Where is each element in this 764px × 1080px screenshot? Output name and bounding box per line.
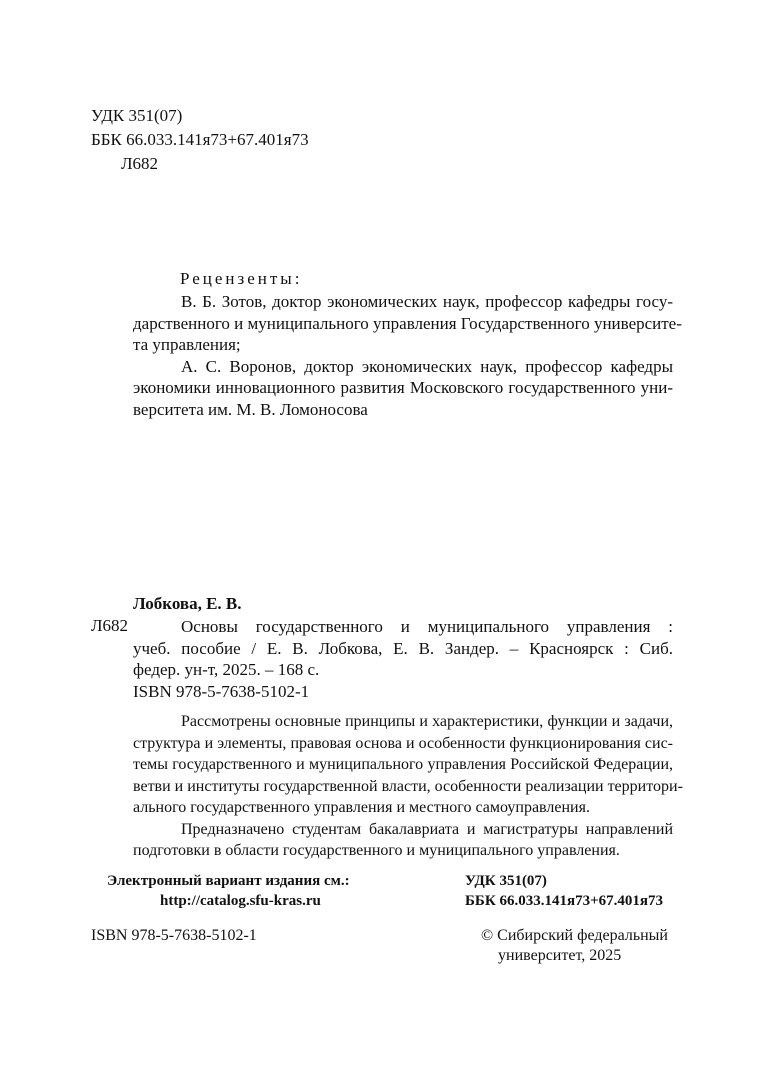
reviewer-line: дарственного и муниципального управления Государственного университе- — [133, 313, 682, 333]
bib-author: Лобкова, Е. В. — [133, 594, 242, 613]
reviewer-line: та управления; — [133, 335, 241, 354]
bib-author-mark: Л682 — [91, 616, 129, 635]
bib-line: учеб. пособие / Е. В. Лобкова, Е. В. Зандер. – Красноярск : Сиб. — [133, 638, 673, 658]
annotation-block — [133, 711, 683, 862]
footer-udk: УДК 351(07) — [465, 873, 547, 889]
reviewers-block — [133, 291, 682, 420]
electronic-version-url[interactable]: http://catalog.sfu-kras.ru — [160, 893, 321, 909]
reviewer-line: В. Б. Зотов, доктор экономических наук, профессор кафедры госу- — [181, 292, 673, 311]
annotation-line: ального государственного управления и местного самоуправления. — [133, 799, 590, 816]
author-mark: Л682 — [121, 154, 159, 173]
annotation-line: структура и элементы, правовая основа и особенности функционирования сис- — [133, 734, 673, 752]
bib-isbn: ISBN 978-5-7638-5102-1 — [133, 681, 310, 701]
reviewers-heading: Рецензенты: — [180, 269, 303, 288]
annotation-line: подготовки в области государственного и муниципального управления. — [133, 842, 620, 859]
annotation-line: Предназначено студентам бакалавриата и магистратуры направлений — [181, 820, 673, 838]
bib-description — [133, 616, 673, 702]
bib-line: Основы государственного и муниципального управления : — [181, 617, 673, 636]
bib-line: федер. ун-т, 2025. – 168 с. — [133, 660, 320, 679]
annotation-line: темы государственного и муниципального управления Российской Федерации, — [133, 756, 673, 773]
copyright-line2: университет, 2025 — [498, 947, 622, 964]
reviewer-line: экономики инновационного развития Московского государственного уни- — [133, 378, 673, 397]
electronic-version-label: Электронный вариант издания см.: — [107, 873, 350, 889]
footer-isbn: ISBN 978-5-7638-5102-1 — [91, 927, 257, 944]
bbk-code: ББК 66.033.141я73+67.401я73 — [91, 130, 309, 149]
copyright-line1: © Сибирский федеральный — [481, 927, 668, 944]
reviewer-line: верситета им. М. В. Ломоносова — [133, 399, 368, 419]
footer-bbk: ББК 66.033.141я73+67.401я73 — [465, 893, 663, 909]
annotation-line: Рассмотрены основные принципы и характеристики, функции и задачи, — [181, 713, 673, 730]
udk-code: УДК 351(07) — [91, 106, 183, 125]
reviewer-line: А. С. Воронов, доктор экономических наук, профессор кафедры — [181, 356, 673, 376]
annotation-line: ветви и институты государственной власти, особенности реализации территори- — [133, 777, 683, 795]
